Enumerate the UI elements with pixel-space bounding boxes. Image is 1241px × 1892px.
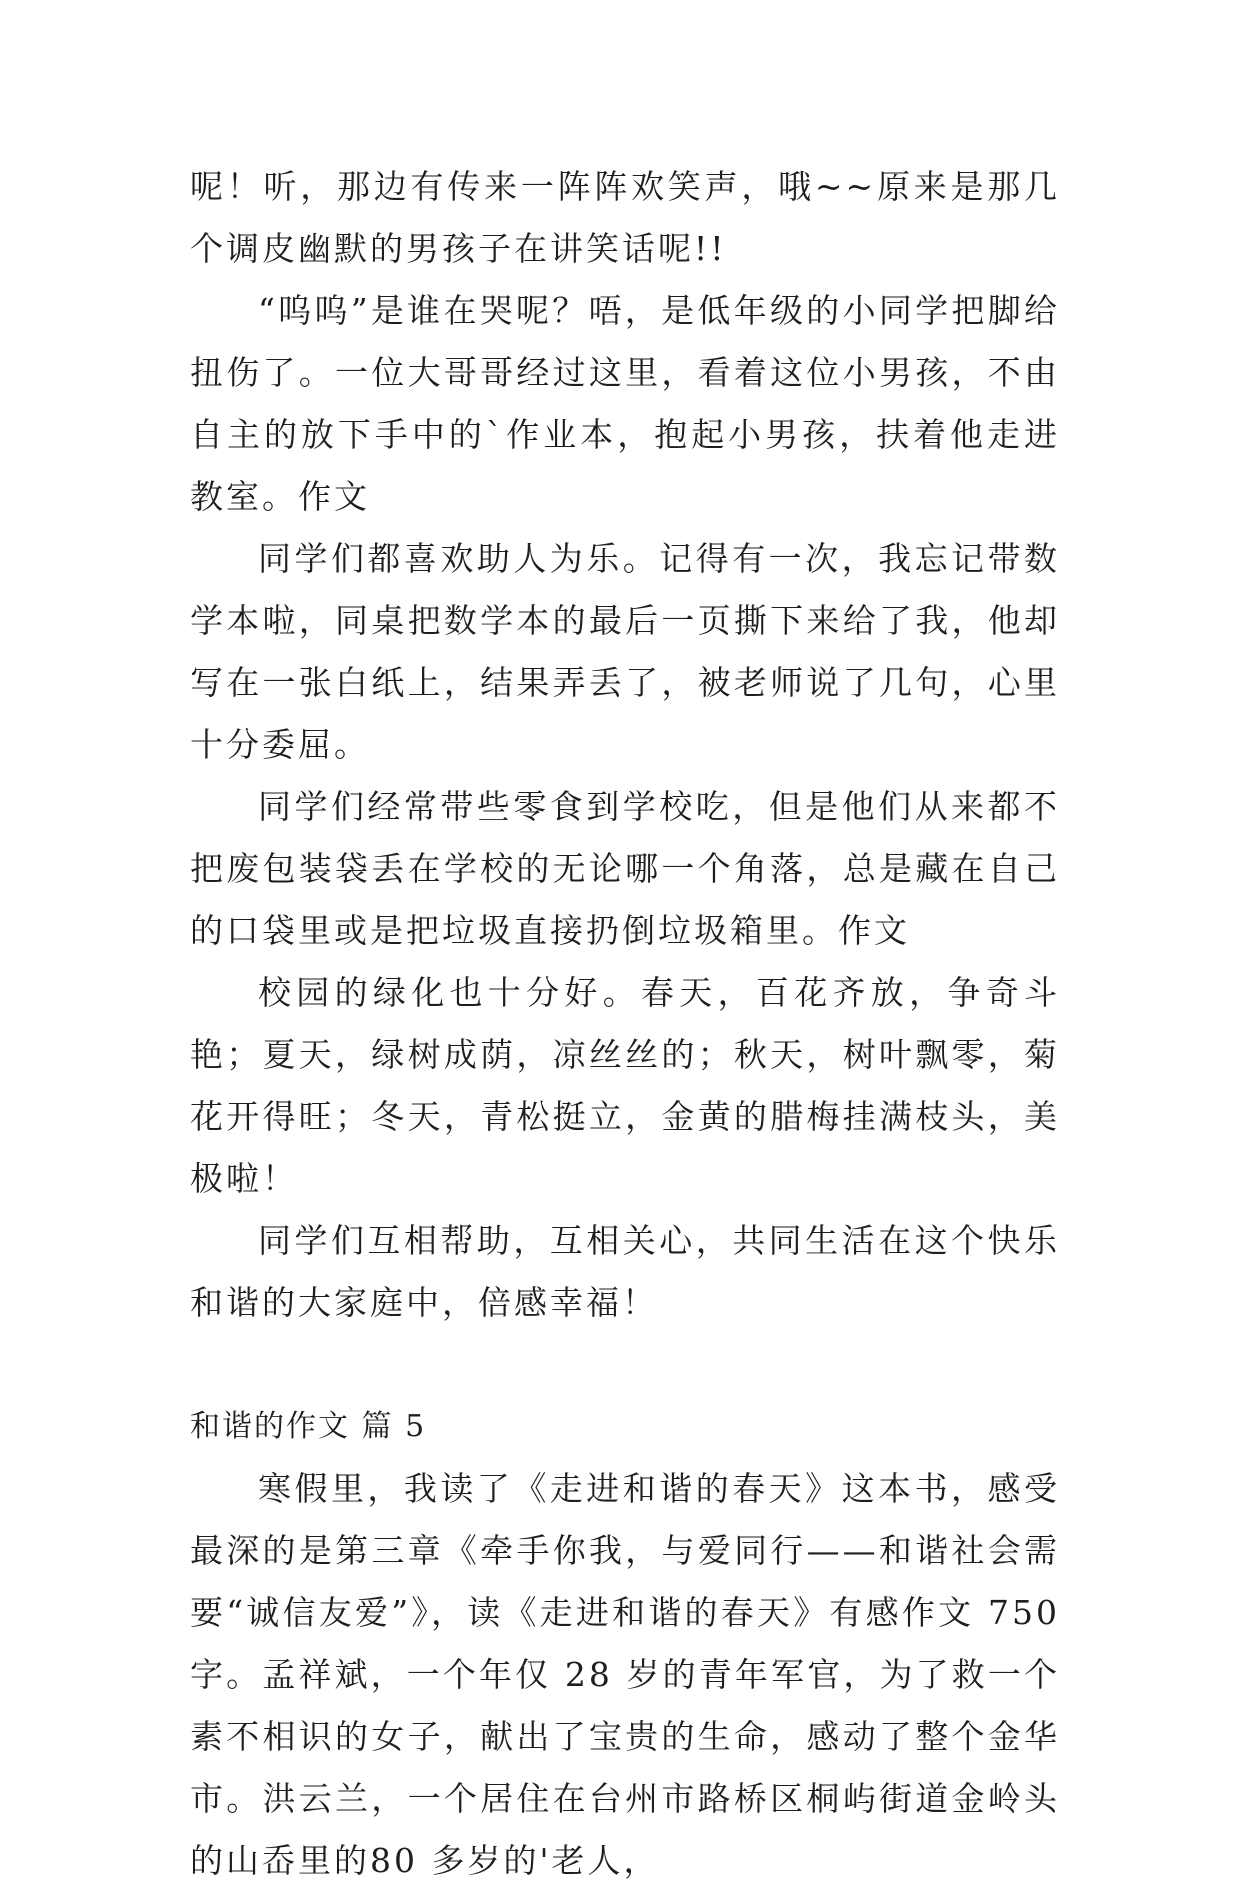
paragraph-1: 呢！听，那边有传来一阵阵欢笑声，哦~~原来是那几个调皮幽默的男孩子在讲笑话呢!!	[190, 167, 1060, 268]
paragraph-3: 同学们都喜欢助人为乐。记得有一次，我忘记带数学本啦，同桌把数学本的最后一页撕下来给了我，他却写在一张白纸上，结果弄丢了，被老师说了几句，心里十分委屈。	[190, 539, 1060, 764]
document-body	[190, 156, 1060, 1892]
paragraph-6: 同学们互相帮助，互相关心，共同生活在这个快乐和谐的大家庭中，倍感幸福！	[190, 1221, 1060, 1322]
paragraph-5: 校园的绿化也十分好。春天，百花齐放，争奇斗艳；夏天，绿树成荫，凉丝丝的；秋天，树叶飘零，菊花开得旺；冬天，青松挺立，金黄的腊梅挂满枝头，美极啦！	[190, 973, 1060, 1198]
section-heading: 和谐的作文 篇 5	[190, 1409, 427, 1444]
paragraph-4: 同学们经常带些零食到学校吃，但是他们从来都不把废包装袋丢在学校的无论哪一个角落，总是藏在自己的口袋里或是把垃圾直接扔倒垃圾箱里。作文	[190, 787, 1060, 950]
paragraph-7: 寒假里，我读了《走进和谐的春天》这本书，感受最深的是第三章《牵手你我，与爱同行——和谐社会需要“诚信友爱”》，读《走进和谐的春天》有感作文 750 字。孟祥斌，一个年仅 28 岁的青年军官，为了救一个素不相识的女子，献出了宝贵的生命，感动了整个金华市。洪云兰，一个居住在台州市路桥区桐屿街道金岭头的山岙里的80 多岁的'老人，	[190, 1469, 1060, 1880]
paragraph-2: “呜呜”是谁在哭呢？唔，是低年级的小同学把脚给扭伤了。一位大哥哥经过这里，看着这位小男孩，不由自主的放下手中的`作业本，抱起小男孩，扶着他走进教室。作文	[190, 291, 1060, 516]
